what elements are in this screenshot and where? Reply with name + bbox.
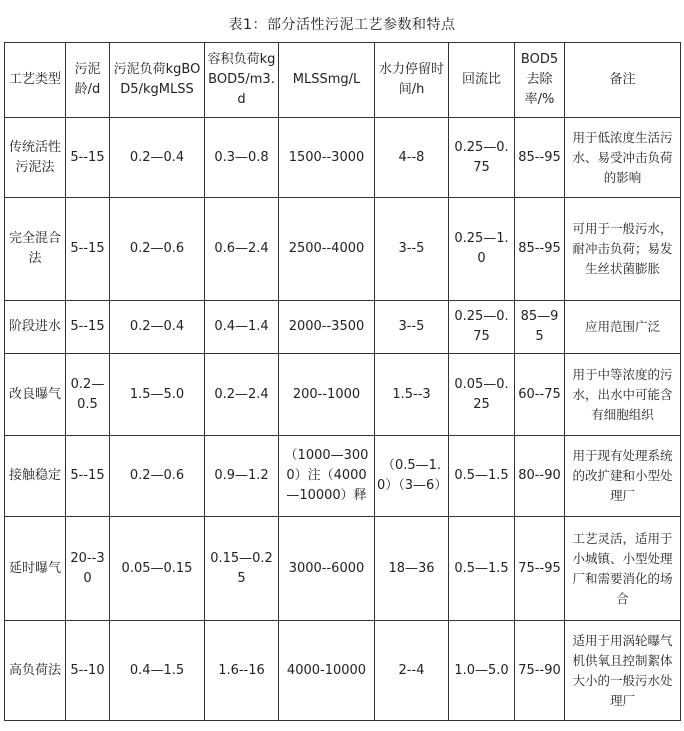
header-cell: 备注 [565,43,681,118]
data-cell: 0.05—0.15 [110,517,205,621]
data-cell: 1500--3000 [279,118,375,198]
header-cell: 污泥负荷kgBOD5/kgMLSS [110,43,205,118]
data-cell: 0.05—0.25 [449,354,515,436]
data-cell: 18—36 [375,517,449,621]
data-cell: 80--90 [515,436,565,517]
header-cell: BOD5去除率/% [515,43,565,118]
data-cell: 3--5 [375,301,449,354]
data-cell: 20--30 [66,517,110,621]
process-type-cell: 完全混合法 [5,198,66,301]
data-cell: 3000--6000 [279,517,375,621]
data-cell: 2--4 [375,621,449,721]
data-cell: 1.5--3 [375,354,449,436]
data-cell: 0.9—1.2 [205,436,279,517]
process-type-cell: 改良曝气 [5,354,66,436]
process-type-cell: 高负荷法 [5,621,66,721]
header-cell: MLSSmg/L [279,43,375,118]
data-cell: 85—95 [515,301,565,354]
data-cell: 4--8 [375,118,449,198]
data-cell: 0.5—1.5 [449,517,515,621]
data-cell: 0.25—0.75 [449,301,515,354]
table-row [5,198,681,301]
data-cell: 200--1000 [279,354,375,436]
note-cell: 可用于一般污水，耐冲击负荷；易发生丝状菌膨胀 [565,198,681,301]
process-type-cell: 延时曝气 [5,517,66,621]
data-cell: 5--15 [66,301,110,354]
note-cell: 适用于用涡轮曝气机供氧且控制絮体大小的一般污水处理厂 [565,621,681,721]
process-type-cell: 接触稳定 [5,436,66,517]
data-cell: 5--15 [66,198,110,301]
data-cell: 5--15 [66,118,110,198]
data-cell: 75--95 [515,517,565,621]
data-cell: 4000-10000 [279,621,375,721]
data-cell: 2000--3500 [279,301,375,354]
header-cell: 水力停留时间/h [375,43,449,118]
header-cell: 工艺类型 [5,43,66,118]
data-cell: 75--90 [515,621,565,721]
note-cell: 用于中等浓度的污水，出水中可能含有细胞组织 [565,354,681,436]
header-row [5,43,681,118]
process-parameter-table [4,42,681,721]
note-cell: 应用范围广泛 [565,301,681,354]
data-cell: 85--95 [515,118,565,198]
data-cell: 3--5 [375,198,449,301]
data-cell: 0.3—0.8 [205,118,279,198]
data-cell: 0.4—1.4 [205,301,279,354]
table-row [5,436,681,517]
data-cell: 0.2—0.4 [110,301,205,354]
table-row [5,354,681,436]
data-cell: （0.5—1.0）（3—6） [375,436,449,517]
process-type-cell: 阶段进水 [5,301,66,354]
data-cell: 0.15—0.25 [205,517,279,621]
data-cell: 60--75 [515,354,565,436]
data-cell: （1000—3000）注（4000—10000）释 [279,436,375,517]
data-cell: 0.4—1.5 [110,621,205,721]
data-cell: 0.2—2.4 [205,354,279,436]
data-cell: 1.0—5.0 [449,621,515,721]
data-cell: 0.2—0.6 [110,436,205,517]
table-caption: 表1：部分活性污泥工艺参数和特点 [228,17,456,33]
data-cell: 1.6--16 [205,621,279,721]
data-cell: 0.2—0.4 [110,118,205,198]
note-cell: 用于低浓度生活污水、易受冲击负荷的影响 [565,118,681,198]
data-cell: 0.25—0.75 [449,118,515,198]
header-cell: 污泥龄/d [66,43,110,118]
data-cell: 5--15 [66,436,110,517]
table-row [5,118,681,198]
data-cell: 85--95 [515,198,565,301]
header-cell: 回流比 [449,43,515,118]
data-cell: 1.5—5.0 [110,354,205,436]
data-cell: 0.25—1.0 [449,198,515,301]
process-type-cell: 传统活性污泥法 [5,118,66,198]
data-cell: 0.5—1.5 [449,436,515,517]
data-cell: 2500--4000 [279,198,375,301]
table-row [5,517,681,621]
data-cell: 5--10 [66,621,110,721]
note-cell: 用于现有处理系统的改扩建和小型处理厂 [565,436,681,517]
data-cell: 0.2—0.5 [66,354,110,436]
table-row [5,621,681,721]
data-cell: 0.6—2.4 [205,198,279,301]
header-cell: 容积负荷kgBOD5/m3.d [205,43,279,118]
note-cell: 工艺灵活，适用于小城镇、小型处理厂和需要消化的场合 [565,517,681,621]
table-row [5,301,681,354]
data-cell: 0.2—0.6 [110,198,205,301]
